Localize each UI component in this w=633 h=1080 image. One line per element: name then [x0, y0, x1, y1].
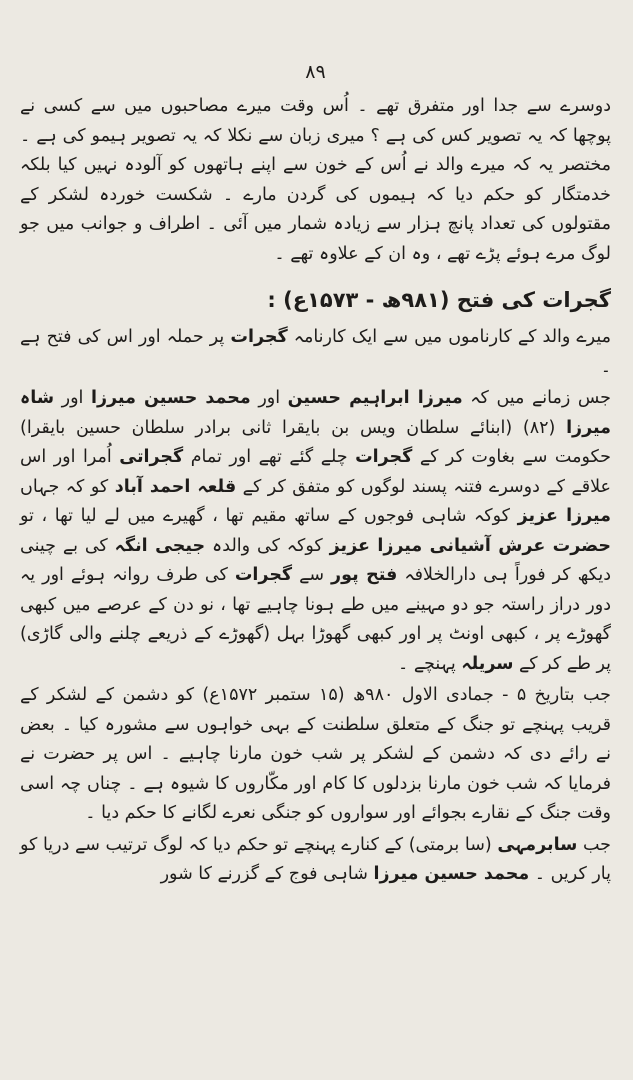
bold-name: میرزا عزیز	[517, 506, 612, 526]
text-run: چلے گئے تھے اور تمام	[183, 447, 356, 467]
paragraph-intro: دوسرے سے جدا اور متفرق تھے ۔ اُس وقت میرے مصاحبوں میں سے کسی نے پوچھا کہ یہ تصویر کس کی ہے ؟ میری زبان سے نکلا کہ یہ تصویر ہیمو کی ہے ۔ مختصر یہ کہ میرے والد نے اُس کے خون سے اپنے ہاتھوں کو آلودہ نہیں کیا بلکہ خدمتگار کو حکم دیا کہ ہیموں کی گردن مارے ۔ شکست خوردہ لشکر کے مقتولوں کی تعداد پانچ ہزار سے زیادہ شمار میں آئی ۔ اطراف و جوانب میں جو لوگ مرے ہوئے پڑے تھے ، وہ ان کے علاوہ تھے ۔	[20, 96, 611, 264]
text-run: اور	[54, 388, 91, 408]
bold-name: حضرت عرش آشیانی میرزا عزیز	[329, 535, 612, 556]
text-run: (۸۲) (ابنائے سلطان ویس بن بایقرا ثانی برادر سلطان حسین بایقرا) حکومت سے بغاوت کر کے	[20, 417, 611, 467]
bold-name: جیجی انگہ	[114, 535, 206, 556]
bold-name: محمد حسین میرزا	[90, 388, 251, 408]
text-run: جب	[577, 834, 611, 855]
text-run: اور	[250, 388, 288, 408]
text-run: جب بتاریخ ۵ - جمادی الاول ۹۸۰ھ (۱۵ ستمبر ۱۵۷۲ع) کو دشمن کے لشکر کے قریب پہنچے تو جنگ کے متعلق سلطنت کے بہی خواہوں سے مشورہ کیا ۔ بعض نے رائے دی کہ دشمن کے لشکر پر شب خون مارنا چاہیے ۔ اس پر حضرت نے فرمایا کہ شب خون مارنا بزدلوں کا کام اور مکّاروں کا شیوہ ہے ۔ چناں چہ اسی وقت جنگ کے نقارے بجوائے اور سواروں کو جنگی نعرے لگانے کا حکم دیا ۔	[20, 685, 611, 823]
text-run: پہنچے ۔	[398, 653, 462, 674]
text-run: کی طرف روانہ ہوئے اور یہ دور دراز راستہ جو دو مہینے میں طے ہونا چاہیے تھا ، نو دن کے عرصے میں کبھی گھوڑے پر ، کبھی اونٹ پر اور کبھی گھوڑا بہل (گھوڑے کے ذریعے چلنے والی گاڑی) پر طے کر کے	[20, 565, 611, 674]
text-run: اُمرا اور اس علاقے کے دوسرے فتنہ پسند لوگوں کو متفق کر کے	[20, 447, 611, 497]
page-number: ۸۹	[305, 61, 326, 83]
paragraph	[20, 384, 611, 679]
bold-name: سابرمہی	[497, 834, 578, 855]
bold-name: شاہ میرزا	[20, 388, 612, 438]
bold-name: گجرات	[230, 327, 288, 347]
bold-name: سریلہ	[461, 653, 514, 674]
paragraph	[20, 831, 611, 890]
bold-name: گجرات	[234, 565, 293, 585]
text-run: کوکہ کی والدہ	[205, 535, 330, 556]
text-run: میرے والد کے کارناموں میں سے ایک کارنامہ	[287, 327, 611, 347]
bold-name: محمد حسین میرزا	[373, 864, 530, 884]
text-run: پر حملہ اور اس کی فتح ہے ۔	[20, 327, 611, 377]
paragraph	[20, 681, 611, 829]
section-heading: گجرات کی فتح (۹۸۱ھ - ۱۵۷۳ع) :	[267, 288, 611, 312]
text-run: کو کہ جہاں	[20, 476, 115, 497]
bold-name: میرزا ابراہیم حسین	[287, 388, 463, 408]
bold-name: گجراتی	[119, 447, 184, 467]
text-run: (سا برمتی) کے کنارے پہنچے تو حکم دیا کہ لوگ ترتیب سے دریا کو پار کریں ۔	[20, 834, 611, 884]
text-run: شاہی فوج کے گزرنے کا شور	[160, 864, 374, 884]
text-run: جس زمانے میں کہ	[462, 388, 611, 408]
bold-name: فتح پور	[331, 565, 398, 585]
text-run: سے	[292, 565, 332, 585]
text-run: کی بے چینی دیکھ کر فوراً ہی دارالخلافہ	[20, 535, 611, 585]
bold-name: گجرات	[355, 447, 413, 467]
text-run: کوکہ شاہی فوجوں کے ساتھ مقیم تھا ، گھیرے میں لے لیا تھا ، تو	[20, 506, 518, 526]
bold-name: قلعہ احمد آباد	[114, 476, 237, 497]
paragraph	[20, 323, 611, 382]
